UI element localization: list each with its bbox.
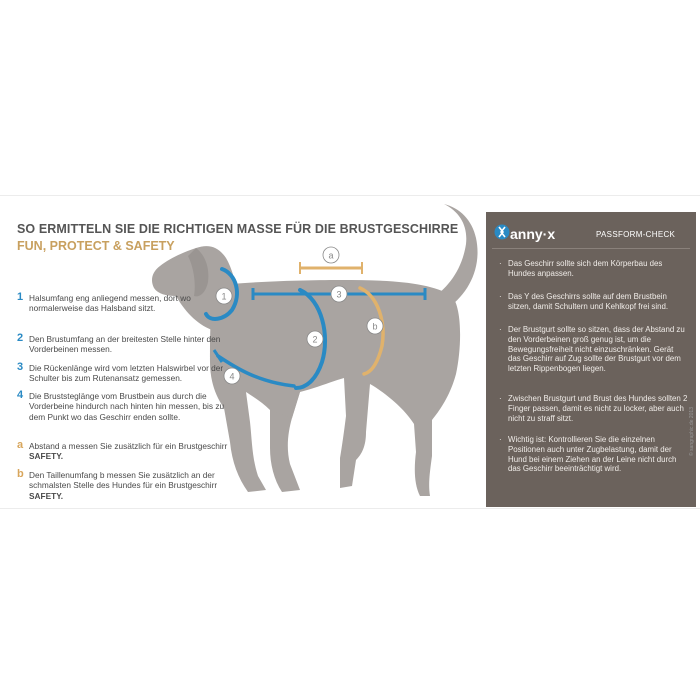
copyright-note: © sangraphic.de 2013 [689, 407, 695, 456]
legend-text: Die Bruststeglänge vom Brustbein aus durch die Vorderbeine hindurch nach hinten hin messen, bis zu dem Punkt wo das Geschirr enden sollte. [29, 391, 225, 422]
legend-key: 1 [17, 291, 24, 303]
measure-distance-a [300, 247, 362, 274]
marker-a: a [328, 250, 334, 261]
legend-text: Den Brustumfang an der breitesten Stelle hinter den Vorderbeinen messen. [29, 334, 221, 355]
marker-3: 3 [336, 289, 342, 300]
panel-bullet: · Der Brustgurt sollte so sitzen, dass der Abstand zu den Vorderbeinen groß genug ist, um die Bewegungsfreiheit nicht einzuschränken. Gerät das Geschirr auf Zug sollte der Brustgurt vor dem letzten Rippenbogen liegen. [499, 325, 685, 374]
legend-key: 4 [17, 389, 24, 401]
legend-key: a [17, 439, 24, 451]
marker-2: 2 [312, 334, 318, 345]
legend-text: Den Taillenumfang b messen Sie zusätzlich an der schmalsten Stelle des Hundes für ein Brustgeschirr SAFETY. [29, 470, 218, 501]
page-subtitle: FUN, PROTECT & SAFETY [17, 239, 175, 253]
panel-bullet: · Das Y des Geschirrs sollte auf dem Brustbein sitzen, damit Schultern und Kehlkopf frei sind. [499, 292, 669, 311]
panel-bullet: · Zwischen Brustgurt und Brust des Hundes sollten 2 Finger passen, damit es nicht zu locker, aber auch nicht zu straff sitzt. [499, 394, 688, 423]
legend-text: Die Rückenlänge wird vom letzten Halswirbel vor der Schulter bis zum Rutenansatz gemessen. [29, 363, 224, 384]
brand-name: anny·x [510, 226, 556, 242]
legend-key: b [17, 468, 24, 480]
legend-key: 2 [17, 332, 24, 344]
marker-4: 4 [229, 371, 235, 382]
passform-check-panel [486, 212, 696, 507]
panel-bullet: · Das Geschirr sollte sich dem Körperbau des Hundes anpassen. [499, 259, 663, 278]
panel-heading: PASSFORM-CHECK [596, 230, 676, 239]
legend-text: Abstand a messen Sie zusätzlich für ein Brustgeschirr SAFETY. [29, 441, 228, 462]
panel-bullet: · Wichtig ist: Kontrollieren Sie die einzelnen Positionen auch unter Zugbelastung, damit der Hund bei einem Ziehen an der Leine nicht durch das Geschirr beeinträchtigt wird. [499, 435, 677, 474]
panel-divider [492, 248, 690, 249]
marker-b: b [372, 321, 378, 332]
legend-text: Halsumfang eng anliegend messen, dort wo normalerweise das Halsband sitzt. [29, 293, 191, 314]
marker-1: 1 [221, 291, 227, 302]
harness-measure-banner [0, 195, 700, 509]
legend-key: 3 [17, 361, 24, 373]
page-title: SO ERMITTELN SIE DIE RICHTIGEN MASSE FÜR DIE BRUSTGESCHIRRE [17, 222, 459, 236]
anny-x-logo-icon [494, 224, 510, 240]
